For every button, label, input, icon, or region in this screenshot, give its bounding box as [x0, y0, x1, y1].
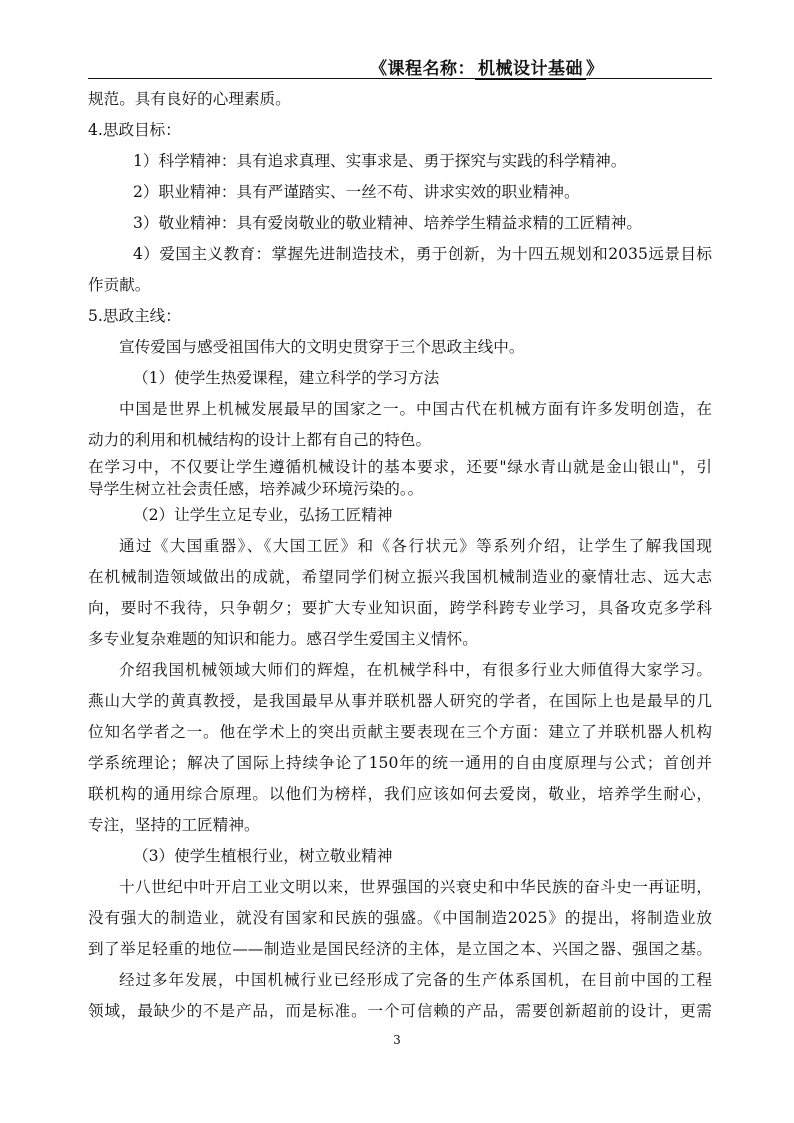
page-header: [0, 48, 794, 80]
text-line: 十八世纪中叶开启工业文明以来，世界强国的兴衰史和中华民族的奋斗史一再证明，: [119, 878, 712, 896]
text-line: 燕山大学的黄真教授，是我国最早从事并联机器人研究的学者，在国际上也是最早的几: [88, 692, 712, 710]
text-line: 经过多年发展，中国机械行业已经形成了完备的生产体系国机，在目前中国的工程: [119, 971, 712, 989]
text-line: 多专业复杂难题的知识和能力。感召学生爱国主义情怀。: [88, 630, 478, 648]
course-title-prefix: 《课程名称：: [370, 59, 475, 79]
goal-item: 2）职业精神：具有严谨踏实、一丝不苟、讲求实效的职业精神。: [133, 183, 580, 201]
page-number: 3: [393, 1033, 401, 1047]
text-line: 联机构的通用综合原理。以他们为榜样，我们应该如何去爱岗，敬业，培养学生耐心，: [88, 785, 712, 803]
text-line: 在机械制造领域做出的成就，希望同学们树立振兴我国机械制造业的豪情壮志、远大志: [88, 568, 712, 586]
text-line: 到了举足轻重的地位——制造业是国民经济的主体，是立国之本、兴国之器、强国之基。: [88, 940, 712, 958]
text-line: 导学生树立社会责任感，培养减少环境污染的。。: [88, 480, 424, 498]
header-rule: [88, 78, 712, 79]
goal-item: 4）爱国主义教育：掌握先进制造技术，勇于创新，为十四五规划和2035远景目标: [133, 245, 712, 263]
text-line: 规范。具有良好的心理素质。: [88, 90, 291, 108]
text-line: 向，要时不我待，只争朝夕；要扩大专业知识面，跨学科跨专业学习，具备攻克多学科: [88, 599, 712, 617]
section-heading: 5.思政主线：: [88, 307, 181, 325]
text-line: 作贡献。: [88, 276, 151, 294]
section-heading: 4.思政目标：: [88, 121, 181, 139]
text-line: 中国是世界上机械发展最早的国家之一。中国古代在机械方面有许多发明创造，在: [119, 400, 712, 418]
text-line: 专注，坚持的工匠精神。: [88, 816, 260, 834]
text-line: 通过《大国重器》、《大国工匠》和《各行状元》等系列介绍，让学生了解我国现: [119, 537, 712, 555]
text-line: 在学习中，不仅要让学生遵循机械设计的基本要求，还要"绿水青山就是金山银山"，引: [88, 458, 712, 476]
theme-heading: （2）让学生立足专业，弘扬工匠精神: [133, 506, 393, 524]
text-line: 介绍我国机械领域大师们的辉煌，在机械学科中，有很多行业大师值得大家学习。: [119, 661, 712, 679]
text-line: 位知名学者之一。他在学术上的突出贡献主要表现在三个方面：建立了并联机器人机构: [88, 723, 712, 741]
text-line: 宣传爱国与感受祖国伟大的文明史贯穿于三个思政主线中。: [119, 338, 525, 356]
theme-heading: （3）使学生植根行业，树立敬业精神: [133, 847, 393, 865]
text-line: 领域，最缺少的不是产品，而是标准。一个可信赖的产品，需要创新超前的设计，更需: [88, 1002, 712, 1020]
text-line: 动力的利用和机械结构的设计上都有自己的特色。: [88, 431, 432, 449]
goal-item: 1）科学精神：具有追求真理、实事求是、勇于探究与实践的科学精神。: [133, 152, 627, 170]
course-title-suffix: 》: [586, 59, 604, 79]
theme-heading: （1）使学生热爱课程，建立科学的学习方法: [133, 369, 440, 387]
course-name: 机械设计基础: [475, 54, 586, 80]
course-title: [370, 54, 604, 80]
text-line: 学系统理论；解决了国际上持续争论了150年的统一通用的自由度原理与公式；首创并: [88, 754, 712, 772]
text-line: 没有强大的制造业，就没有国家和民族的强盛。《中国制造2025》的提出，将制造业放: [88, 909, 712, 927]
document-body: [88, 84, 712, 1027]
goal-item: 3）敬业精神：具有爱岗敬业的敬业精神、培养学生精益求精的工匠精神。: [133, 214, 642, 232]
